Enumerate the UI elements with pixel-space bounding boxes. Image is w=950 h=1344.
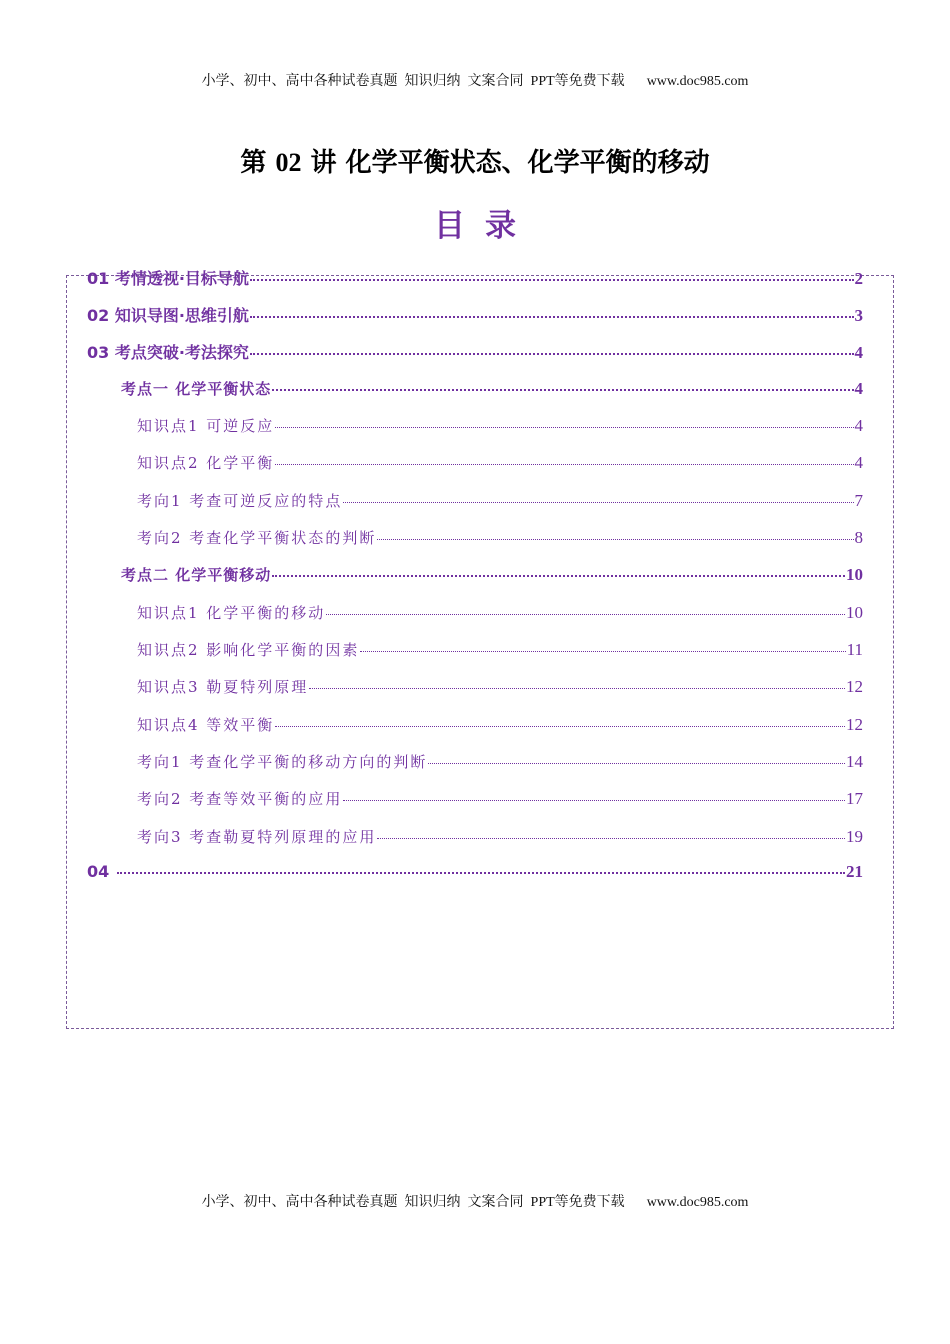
dot-leader [272,388,853,391]
toc-entry-label: 考向1 考查可逆反应的特点 [137,492,343,510]
dot-leader [343,799,845,801]
title-prefix: 第 [240,148,267,178]
header-text: 小学、初中、高中各种试卷真题 知识归纳 文案合同 PPT等免费下载 [201,74,625,89]
toc-entry-kaodian-2[interactable] [121,564,863,585]
dot-leader [343,501,853,503]
dot-leader [309,687,845,689]
toc-entry-page: 4 [854,343,863,362]
toc-entry-01[interactable] [87,266,863,289]
toc-entry-label: 考向1 考查化学平衡的移动方向的判断 [137,753,428,771]
toc-entry-page: 12 [846,715,863,734]
footer-site-link[interactable]: www.doc985.com [646,1195,749,1210]
dot-leader [275,725,845,727]
toc-entry-kaoxiang-2-1[interactable] [137,751,863,772]
dot-leader [326,613,845,615]
toc-entry-label: 知识点4 等效平衡 [137,716,275,734]
toc-entry-label: 考点二 化学平衡移动 [121,566,272,584]
toc-entry-kaodian-1[interactable] [121,378,863,399]
footer-text: 小学、初中、高中各种试卷真题 知识归纳 文案合同 PPT等免费下载 [201,1195,625,1210]
dot-leader [117,871,845,874]
toc-entry-label: 知识点2 影响化学平衡的因素 [137,641,360,659]
toc-entry-label: 考向2 考查化学平衡状态的判断 [137,529,377,547]
dot-leader [250,315,854,318]
toc-entry-label: 知识点2 化学平衡 [137,454,275,472]
dot-leader [377,538,853,540]
toc-entry-page: 11 [846,640,863,659]
header-site-link[interactable]: www.doc985.com [646,74,749,89]
toc-entry-page: 4 [854,453,863,472]
dot-leader [377,837,845,839]
toc-entry-page: 10 [846,603,863,622]
toc-entry-page: 8 [854,528,863,547]
toc-entry-03[interactable] [87,340,863,363]
toc-entry-page: 21 [846,862,863,881]
toc-entry-zhishidian-2-2[interactable] [137,639,863,660]
toc-entry-page: 14 [846,752,863,771]
toc-entry-label: 考点一 化学平衡状态 [121,380,272,398]
toc-heading: 目录 [434,208,536,244]
toc-entry-label: 知识点3 勒夏特列原理 [137,678,309,696]
toc-entry-kaoxiang-1-1[interactable] [137,490,863,511]
dot-leader [360,650,845,652]
toc-entry-label: 01 考情透视·目标导航 [87,269,249,288]
toc-entry-page: 19 [846,827,863,846]
dot-leader [275,426,853,428]
toc-entry-page: 10 [846,565,863,584]
toc-entry-label: 02 知识导图·思维引航 [87,306,249,325]
toc-entry-zhishidian-1-2[interactable] [137,452,863,473]
toc-entry-label: 考向3 考查勒夏特列原理的应用 [137,828,377,846]
page-footer [0,1191,950,1211]
toc-entry-02[interactable] [87,303,863,326]
dot-leader [272,574,845,577]
toc-entry-page: 7 [854,491,863,510]
toc-entry-page: 3 [854,306,863,325]
toc-entry-zhishidian-2-1[interactable] [137,602,863,623]
toc-entry-zhishidian-2-4[interactable] [137,714,863,735]
title-suffix: 讲 化学平衡状态、化学平衡的移动 [310,148,710,178]
dot-leader [275,463,853,465]
toc-entry-page: 4 [854,416,863,435]
toc-entry-page: 12 [846,677,863,696]
toc-entry-label: 03 考点突破·考法探究 [87,343,249,362]
toc-entry-zhishidian-2-3[interactable] [137,676,863,697]
toc-entry-zhishidian-1-1[interactable] [137,415,863,436]
toc-entry-kaoxiang-2-2[interactable] [137,788,863,809]
dot-leader [428,762,845,764]
toc-entry-page: 2 [854,269,863,288]
dot-leader [250,278,854,281]
toc-entry-label: 考向2 考查等效平衡的应用 [137,790,343,808]
toc-entry-kaoxiang-1-2[interactable] [137,527,863,548]
toc-entry-page: 17 [846,789,863,808]
title-number: 02 [275,148,302,177]
toc-entry-page: 4 [854,379,863,398]
toc-entry-label: 知识点1 化学平衡的移动 [137,604,326,622]
dot-leader [250,352,854,355]
toc-entry-label: 04 [87,862,110,881]
toc-entry-kaoxiang-2-3[interactable] [137,826,863,847]
toc-entry-04[interactable] [87,862,863,882]
document-title [0,142,950,179]
page-header [0,70,950,90]
toc-entry-label: 知识点1 可逆反应 [137,417,275,435]
